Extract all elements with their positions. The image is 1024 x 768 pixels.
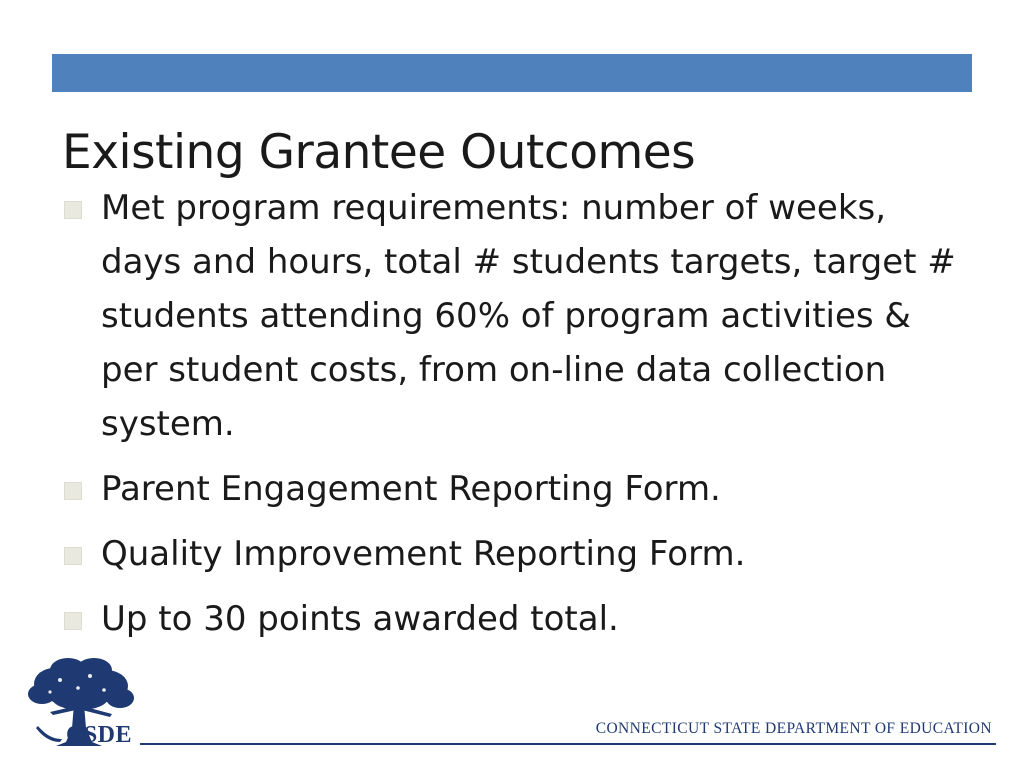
- square-bullet-icon: [64, 482, 82, 500]
- bullet-text: Met program requirements: number of weeks, days and hours, total # students targets, target # students attending 60% of program activities & per student costs, from on-line data collection system.: [101, 188, 956, 444]
- bullet-item: [62, 527, 972, 581]
- square-bullet-icon: [64, 612, 82, 630]
- square-bullet-icon: [64, 201, 82, 219]
- bullet-text: Parent Engagement Reporting Form.: [101, 469, 721, 509]
- bullet-list: [62, 181, 972, 657]
- square-bullet-icon: [64, 547, 82, 565]
- bullet-item: [62, 181, 972, 451]
- department-name: CONNECTICUT STATE DEPARTMENT OF EDUCATION: [595, 720, 992, 737]
- bullet-item: [62, 462, 972, 516]
- bullet-text: Up to 30 points awarded total.: [101, 599, 619, 639]
- logo-wordmark: CSDE: [66, 722, 133, 748]
- slide-title: Existing Grantee Outcomes: [62, 125, 696, 180]
- bullet-text: Quality Improvement Reporting Form.: [101, 534, 746, 574]
- header-band: [52, 54, 972, 92]
- bullet-item: [62, 592, 972, 646]
- footer-rule: [140, 743, 996, 745]
